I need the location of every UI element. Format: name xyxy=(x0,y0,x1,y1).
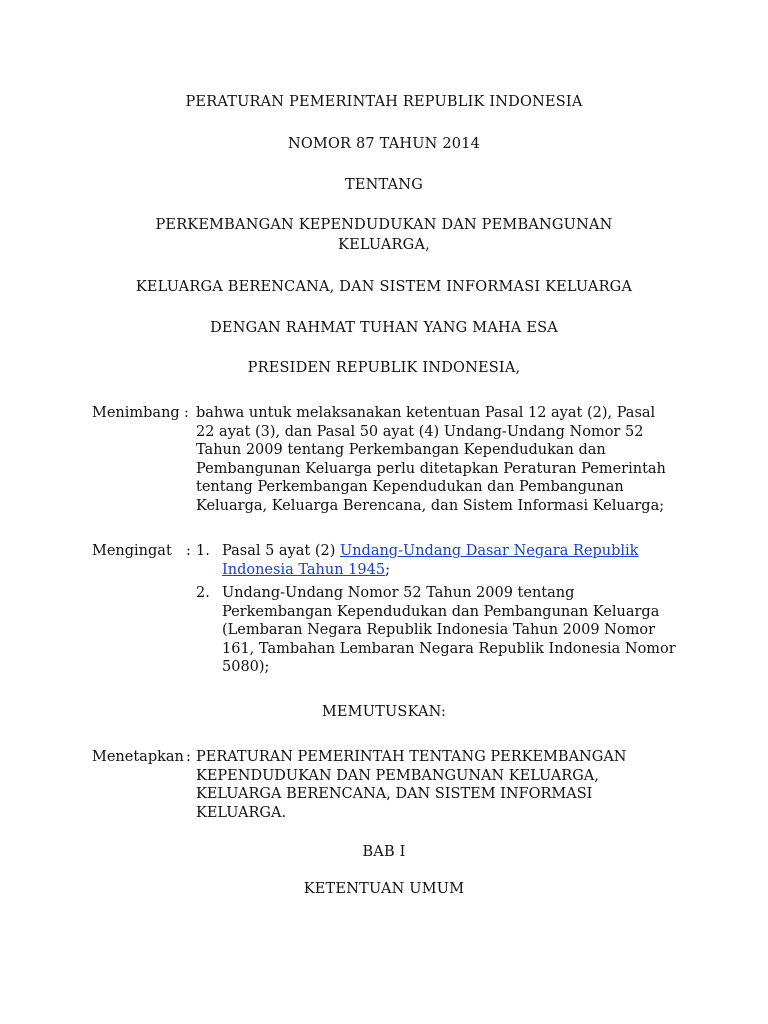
mengingat-label: Mengingat xyxy=(92,543,172,559)
menetapkan-line: KELUARGA BERENCANA, DAN SISTEM INFORMASI xyxy=(196,786,593,802)
item-1-prefix: Pasal 5 ayat (2) xyxy=(222,543,340,559)
chapter-heading: BAB I xyxy=(362,844,406,860)
menimbang-line: Keluarga, Keluarga Berencana, dan Sistem Informasi Keluarga; xyxy=(196,497,665,514)
menimbang-line: Pembangunan Keluarga perlu ditetapkan Peraturan Pemerintah xyxy=(196,460,666,477)
menimbang-colon: : xyxy=(184,405,189,421)
item-2-line: (Lembaran Negara Republik Indonesia Tahun 2009 Nomor xyxy=(222,622,656,638)
item-2-line: Undang-Undang Nomor 52 Tahun 2009 tentang xyxy=(222,585,575,601)
mengingat-item-2 xyxy=(222,584,688,677)
regulation-title: PERATURAN PEMERINTAH REPUBLIK INDONESIA xyxy=(185,94,583,110)
item-2-line: Perkembangan Kependudukan dan Pembangunan Keluarga xyxy=(222,603,660,620)
item-number-2: 2. xyxy=(196,585,210,601)
item-1-suffix: ; xyxy=(385,561,390,578)
menetapkan-line: KEPENDUDUKAN DAN PEMBANGUNAN KELUARGA, xyxy=(196,767,599,784)
about-heading: TENTANG xyxy=(345,177,423,193)
constitution-link[interactable]: Undang-Undang Dasar Negara Republik xyxy=(339,543,639,559)
menetapkan-line: PERATURAN PEMERINTAH TENTANG PERKEMBANGAN xyxy=(196,749,627,765)
regulation-number: NOMOR 87 TAHUN 2014 xyxy=(287,136,481,152)
subject-line-3: KELUARGA BERENCANA, DAN SISTEM INFORMASI KELUARGA xyxy=(135,279,633,295)
chapter-title: KETENTUAN UMUM xyxy=(303,881,465,897)
menetapkan-text xyxy=(196,748,688,822)
item-2-line: 5080); xyxy=(222,659,270,675)
constitution-link-continued[interactable]: Indonesia Tahun 1945 xyxy=(222,561,386,578)
mengingat-item-2-row xyxy=(92,584,688,680)
menetapkan-section xyxy=(92,748,688,828)
menimbang-line: Tahun 2009 tentang Perkembangan Kependudukan dan xyxy=(196,442,606,458)
menimbang-text xyxy=(196,404,688,515)
menimbang-section xyxy=(92,404,688,524)
item-2-line: 161, Tambahan Lembaran Negara Republik Indonesia Nomor xyxy=(222,640,676,657)
menetapkan-line: KELUARGA. xyxy=(196,804,287,821)
item-number-1: 1. xyxy=(196,543,210,559)
menimbang-line: bahwa untuk melaksanakan ketentuan Pasal 12 ayat (2), Pasal xyxy=(196,405,656,421)
mengingat-item-1 xyxy=(222,542,688,579)
grace-line: DENGAN RAHMAT TUHAN YANG MAHA ESA xyxy=(210,320,558,336)
subject-line-1: PERKEMBANGAN KEPENDUDUKAN DAN PEMBANGUNAN xyxy=(155,217,613,233)
menimbang-line: 22 ayat (3), dan Pasal 50 ayat (4) Undang-Undang Nomor 52 xyxy=(196,423,644,440)
mengingat-section xyxy=(92,542,688,582)
subject-line-2: KELUARGA, xyxy=(338,237,430,253)
menimbang-line: tentang Perkembangan Kependudukan dan Pembangunan xyxy=(196,479,624,495)
menimbang-label: Menimbang xyxy=(92,405,180,421)
president-line: PRESIDEN REPUBLIK INDONESIA, xyxy=(247,360,521,376)
mengingat-colon: : xyxy=(186,543,191,559)
menetapkan-label: Menetapkan xyxy=(92,749,184,765)
menetapkan-colon: : xyxy=(186,749,191,765)
memutuskan-heading: MEMUTUSKAN: xyxy=(321,704,447,720)
